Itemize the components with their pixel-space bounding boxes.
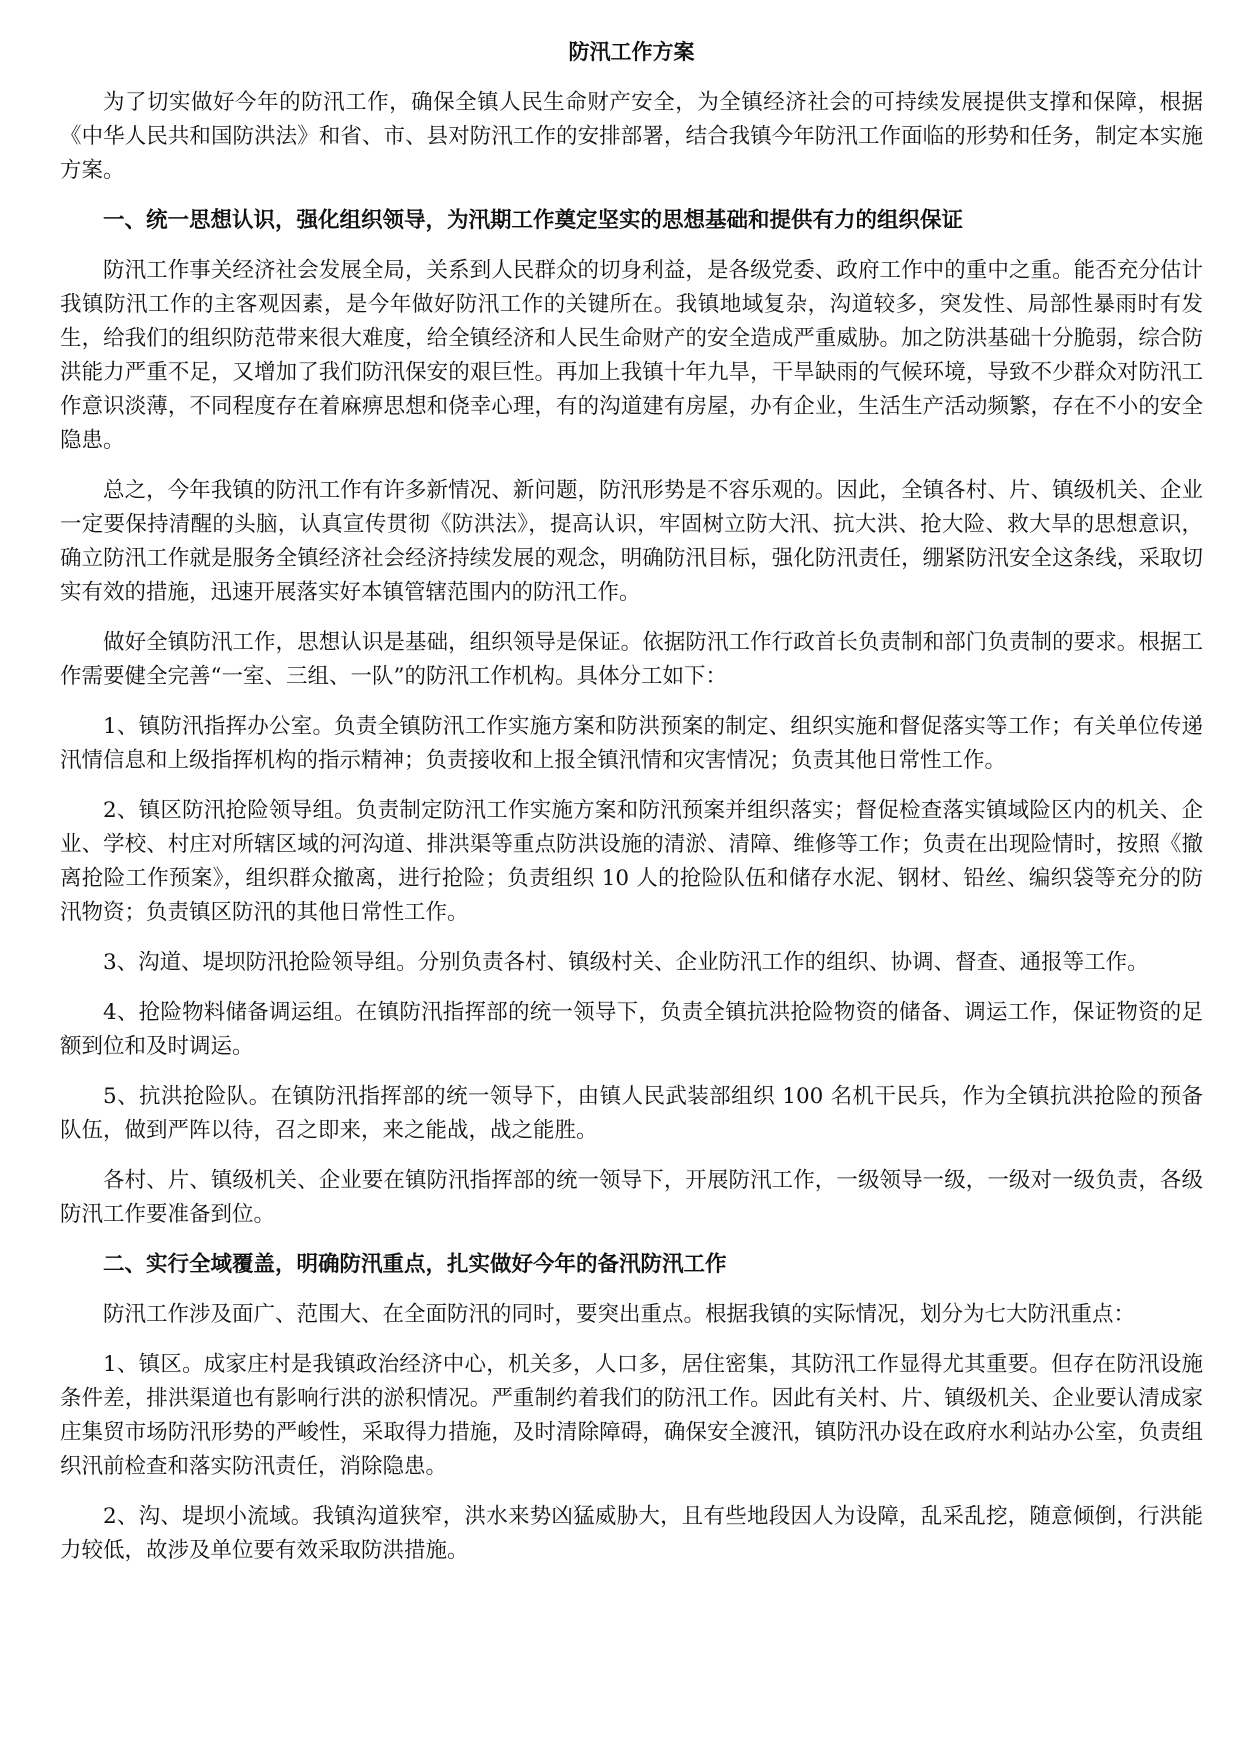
section-1-paragraph-3: 做好全镇防汛工作，思想认识是基础，组织领导是保证。依据防汛工作行政首长负责制和部门负责制的要求。根据工作需要健全完善“一室、三组、一队”的防汛工作机构。具体分工如下： bbox=[60, 630, 1203, 689]
list-item-materials-group: 4、抢险物料储备调运组。在镇防汛指挥部的统一领导下，负责全镇抗洪抢险物资的储备、调运工作，保证物资的足额到位和及时调运。 bbox=[60, 1000, 1203, 1059]
list-item-town-area: 1、镇区。成家庄村是我镇政治经济中心，机关多，人口多，居住密集，其防汛工作显得尤其重要。但存在防汛设施条件差，排洪渠道也有影响行洪的淤积情况。严重制约着我们的防汛工作。因此有关村、片、镇级机关、企业要认清成家庄集贸市场防汛形势的严峻性，采取得力措施，及时清除障碍，确保安全渡汛，镇防汛办设在政府水利站办公室，负责组织汛前检查和落实防汛责任，消除隐患。 bbox=[60, 1352, 1203, 1479]
list-item-town-rescue-group: 2、镇区防汛抢险领导组。负责制定防汛工作实施方案和防汛预案并组织落实；督促检查落实镇域险区内的机关、企业、学校、村庄对所辖区域的河沟道、排洪渠等重点防洪设施的清淤、清障、维修等工作；负责在出现险情时，按照《撤离抢险工作预案》，组织群众撤离，进行抢险；负责组织 10 人的抢险队伍和储存水泥、钢材、铅丝、编织袋等充分的防汛物资；负责镇区防汛的其他日常性工作。 bbox=[60, 798, 1203, 925]
section-2-heading: 二、实行全域覆盖，明确防汛重点，扎实做好今年的备汛防汛工作 bbox=[103, 1252, 727, 1277]
list-item-rescue-team: 5、抗洪抢险队。在镇防汛指挥部的统一领导下，由镇人民武装部组织 100 名机干民兵，作为全镇抗洪抢险的预备队伍，做到严阵以待，召之即来，来之能战，战之能胜。 bbox=[60, 1084, 1203, 1143]
section-1 bbox=[60, 204, 1203, 1232]
document-page bbox=[60, 38, 1203, 1584]
section-1-paragraph-1: 防汛工作事关经济社会发展全局，关系到人民群众的切身利益，是各级党委、政府工作中的重中之重。能否充分估计我镇防汛工作的主客观因素，是今年做好防汛工作的关键所在。我镇地域复杂，沟道较多，突发性、局部性暴雨时有发生，给我们的组织防范带来很大难度，给全镇经济和人民生命财产的安全造成严重威胁。加之防洪基础十分脆弱，综合防洪能力严重不足，又增加了我们防汛保安的艰巨性。再加上我镇十年九旱，干旱缺雨的气候环境，导致不少群众对防汛工作意识淡薄，不同程度存在着麻痹思想和侥幸心理，有的沟道建有房屋，办有企业，生活生产活动频繁，存在不小的安全隐患。 bbox=[60, 258, 1203, 453]
list-item-watershed: 2、沟、堤坝小流域。我镇沟道狭窄，洪水来势凶猛威胁大，且有些地段因人为设障，乱采乱挖，随意倾倒，行洪能力较低，故涉及单位要有效采取防洪措施。 bbox=[60, 1504, 1203, 1563]
section-2 bbox=[60, 1248, 1203, 1568]
section-2-paragraph-1: 防汛工作涉及面广、范围大、在全面防汛的同时，要突出重点。根据我镇的实际情况，划分为七大防汛重点： bbox=[103, 1302, 1136, 1327]
section-1-heading: 一、统一思想认识，强化组织领导，为汛期工作奠定坚实的思想基础和提供有力的组织保证 bbox=[103, 208, 964, 233]
list-item-dam-rescue-group: 3、沟道、堤坝防汛抢险领导组。分别负责各村、镇级村关、企业防汛工作的组织、协调、督查、通报等工作。 bbox=[103, 950, 1149, 975]
section-1-paragraph-2: 总之，今年我镇的防汛工作有许多新情况、新问题，防汛形势是不容乐观的。因此，全镇各村、片、镇级机关、企业一定要保持清醒的头脑，认真宣传贯彻《防洪法》，提高认识，牢固树立防大汛、抗大洪、抢大险、救大旱的思想意识，确立防汛工作就是服务全镇经济社会经济持续发展的观念，明确防汛目标，强化防汛责任，绷紧防汛安全这条线，采取切实有效的措施，迅速开展落实好本镇管辖范围内的防汛工作。 bbox=[60, 478, 1203, 605]
intro-paragraph: 为了切实做好今年的防汛工作，确保全镇人民生命财产安全，为全镇经济社会的可持续发展提供支撑和保障，根据《中华人民共和国防洪法》和省、市、县对防汛工作的安排部署，结合我镇今年防汛工作面临的形势和任务，制定本实施方案。 bbox=[60, 90, 1203, 183]
list-item-flood-office: 1、镇防汛指挥办公室。负责全镇防汛工作实施方案和防洪预案的制定、组织实施和督促落实等工作；有关单位传递汛情信息和上级指挥机构的指示精神；负责接收和上报全镇汛情和灾害情况；负责其他日常性工作。 bbox=[60, 714, 1203, 773]
document-title: 防汛工作方案 bbox=[568, 39, 695, 64]
section-1-paragraph-4: 各村、片、镇级机关、企业要在镇防汛指挥部的统一领导下，开展防汛工作，一级领导一级，一级对一级负责，各级防汛工作要准备到位。 bbox=[60, 1168, 1203, 1227]
